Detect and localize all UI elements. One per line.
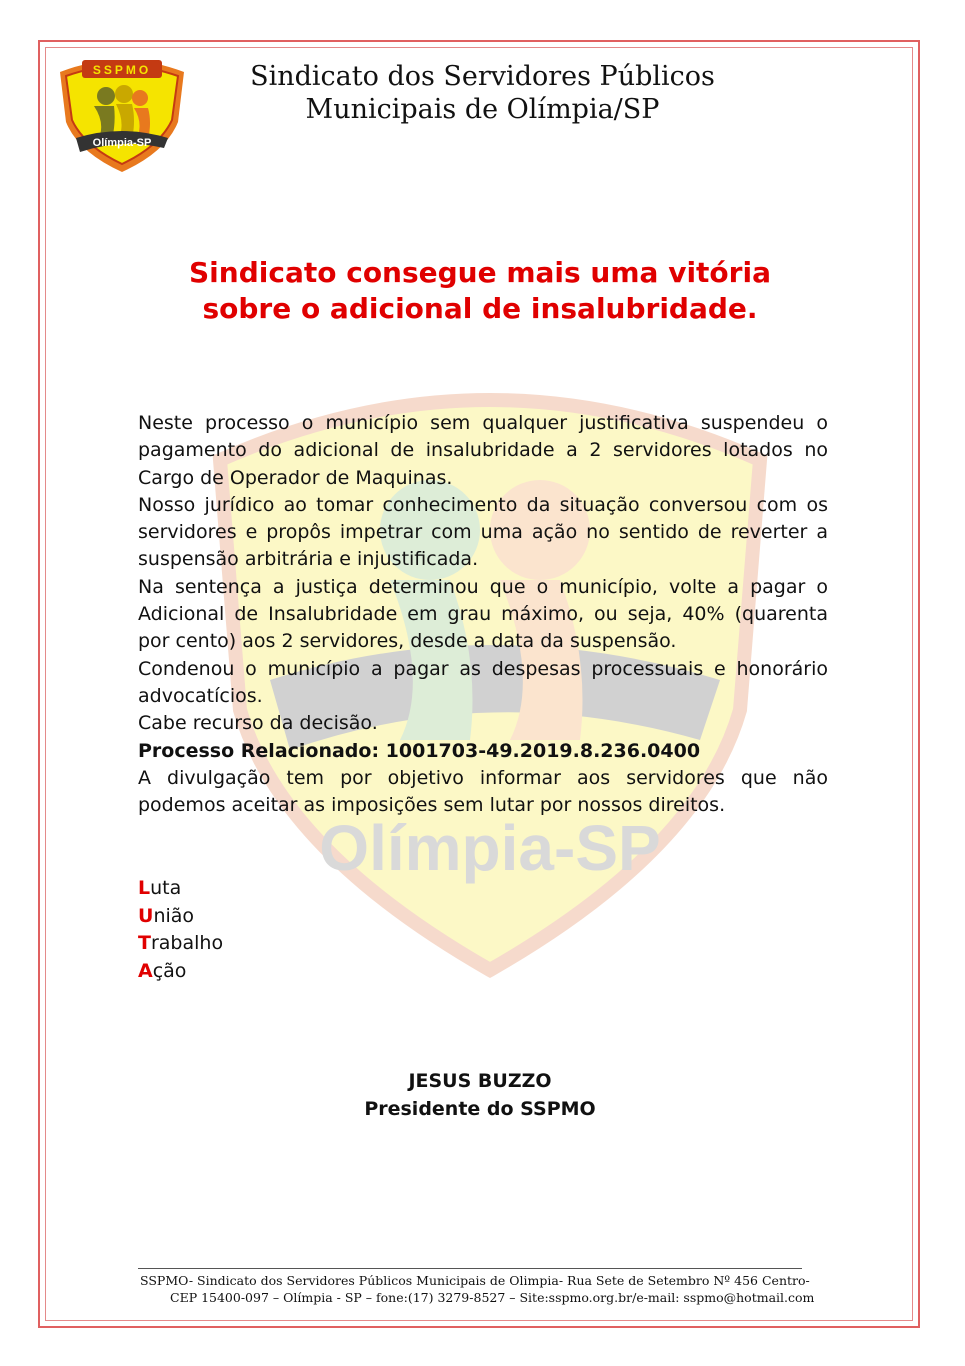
headline-line2: sobre o adicional de insalubridade. xyxy=(202,292,758,325)
sspmo-shield-logo-icon xyxy=(54,54,190,174)
acrostic-rest: ção xyxy=(152,959,187,982)
organization-title-line1: Sindicato dos Servidores Públicos xyxy=(250,61,715,92)
footer xyxy=(140,1272,830,1306)
acrostic-initial: L xyxy=(138,877,151,899)
footer-line2: CEP 15400-097 – Olímpia - SP – fone:(17) 3279-8527 – Site:sspmo.org.br/e-mail: sspmo@hotmail.com xyxy=(170,1290,815,1305)
paragraph-6: A divulgação tem por objetivo informar aos servidores que não podemos aceitar as imposições sem lutar por nossos direitos. xyxy=(138,766,828,817)
acrostic-item xyxy=(138,875,223,903)
acrostic-initial: A xyxy=(138,959,153,982)
footer-divider xyxy=(138,1268,802,1269)
acrostic-item xyxy=(138,903,223,931)
article-body xyxy=(138,410,828,819)
organization-title-line2: Municipais de Olímpia/SP xyxy=(305,94,660,125)
paragraph-5: Cabe recurso da decisão. xyxy=(138,712,378,735)
acrostic-rest: uta xyxy=(150,877,182,899)
paragraph-1: Neste processo o município sem qualquer justificativa suspendeu o pagamento do adicional de insalubridade a 2 servidores lotados no Cargo de Operador de Maquinas. xyxy=(138,412,828,489)
organization-title xyxy=(200,60,765,126)
acrostic-initial: T xyxy=(138,932,151,954)
acrostic-initial: U xyxy=(138,904,154,927)
process-number: Processo Relacionado: 1001703-49.2019.8.236.0400 xyxy=(138,739,701,762)
acrostic-rest: rabalho xyxy=(150,932,224,954)
acrostic-rest: nião xyxy=(153,904,195,927)
headline xyxy=(130,255,830,327)
watermark-text: Olímpia-SP xyxy=(319,812,661,884)
headline-line1: Sindicato consegue mais uma vitória xyxy=(189,256,771,289)
signature-block xyxy=(330,1067,630,1123)
paragraph-2: Nosso jurídico ao tomar conhecimento da situação conversou com os servidores e propôs impetrar com uma ação no sentido de reverter a suspensão arbitrária e injustificada. xyxy=(138,493,828,571)
acrostic-item xyxy=(138,958,223,986)
paragraph-3: Na sentença a justiça determinou que o município, volte a pagar o Adicional de Insalubridade em grau máximo, ou seja, 40% (quarenta por cento) aos 2 servidores, desde a data da suspensão. xyxy=(138,575,828,653)
signature-name: JESUS BUZZO xyxy=(408,1070,552,1092)
logo-top-text: SSPMO xyxy=(92,63,152,77)
footer-line1: SSPMO- Sindicato dos Servidores Públicos Municipais de Olimpia- Rua Sete de Setembro Nº 456 Centro- xyxy=(140,1273,810,1288)
logo-bottom-text: Olímpia-SP xyxy=(92,137,152,149)
signature-role: Presidente do SSPMO xyxy=(364,1098,596,1120)
paragraph-4: Condenou o município a pagar as despesas processuais e honorário advocatícios. xyxy=(138,657,828,707)
acrostic-item xyxy=(138,930,223,958)
acrostic-list xyxy=(138,875,223,985)
